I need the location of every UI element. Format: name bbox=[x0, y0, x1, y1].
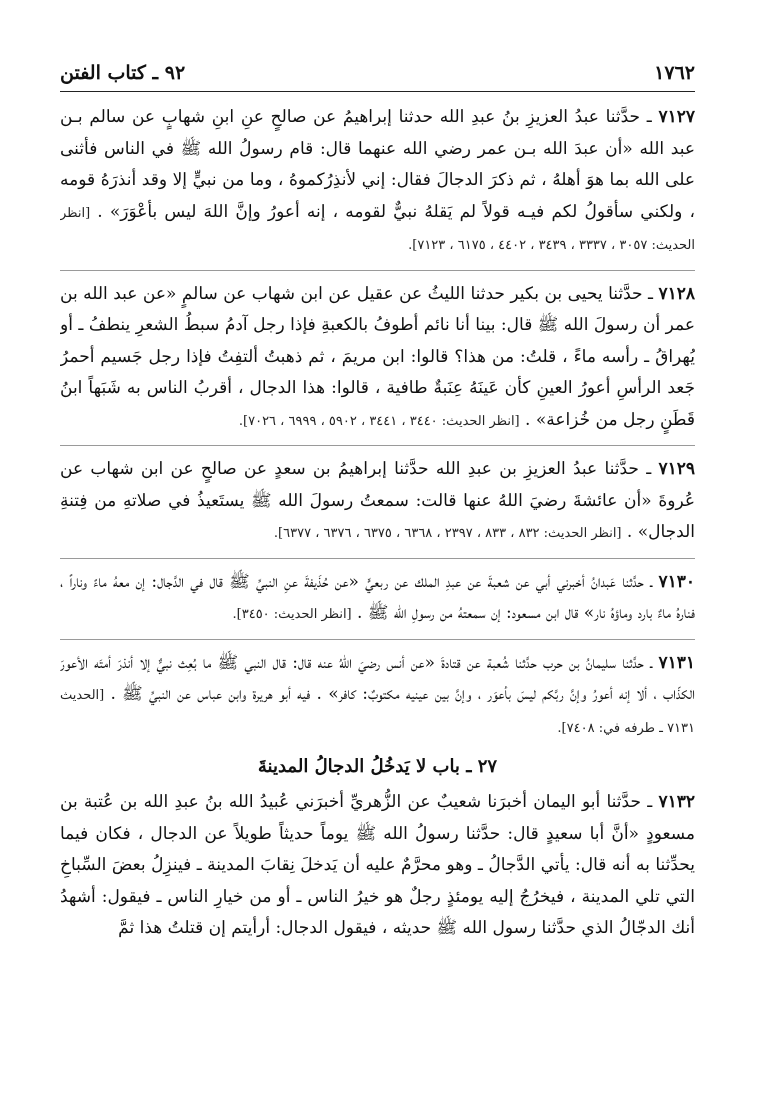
hadith-text: ـ حدَّثنا سليمانُ بن حرب حدَّثنا شُعبة عن قتادةَ «عن أنس رضيَ اللهُ عنه قال: قال النبي ﷺ ما بُعِث نبيٌّ إلا أنذرَ أمتَه الأعورَ الكذّاب ، ألا إنه أعورُ وإنَّ ربَّكم ليسَ بأعوَر ، وإنَّ بين عينيه مكتوبٌ: كافر» . فيه أبو هريرة وابن عباس عن النبيِّ ﷺ . bbox=[60, 652, 695, 704]
hadith-references: [الحديث ٧١٣١ ـ طرفه في: ٧٤٠٨]. bbox=[60, 688, 695, 736]
book-title: ٩٢ ـ كتاب الفتن bbox=[60, 62, 186, 84]
hadith-7127 bbox=[60, 102, 695, 262]
hadith-references: [انظر الحديث: ٣٤٥٠]. bbox=[232, 607, 352, 622]
hadith-text: ـ حدَّثنا عبدُ العزيزِ بنُ عبدِ الله حدثنا إبراهيمُ عن صالحٍ عنِ ابنِ شهابٍ عن سالم بـن عبد الله «أن عبدَ الله بـن عمر رضي الله عنهما قال: قام رسولُ الله ﷺ في الناس فأثنى على الله بما هوَ أهلهُ ، ثم ذكرَ الدجالَ فقال: إني لأنذِرُكموهُ ، وما من نبيٍّ إلا وقد أنذرَهُ قومه ، ولكني سأقولُ لكم فيـه قولاً لم يَقلهُ نبيٌّ لقومه ، إنه أعورُ وإنَّ اللهَ ليس بأعْوَرَ» . bbox=[60, 107, 695, 222]
page-header bbox=[60, 58, 695, 88]
hadith-number: ٧١٢٧ bbox=[658, 107, 695, 127]
hadith-separator bbox=[60, 639, 695, 640]
hadith-7130 bbox=[60, 567, 695, 631]
hadith-text: ـ حدَّثنا عَبدانُ أخبرني أبي عن شعبةَ عن عبدِ الملك عن ربعيٍّ «عن حُذَيفةَ عنِ النبيِّ ﷺ قال في الدَّجال: إن معهُ ماءً وناراً ، فنارهُ ماءٌ بارد وماؤهُ نار» قال ابن مسعود: إن سمعتهُ من رسولِ الله ﷺ . bbox=[60, 571, 695, 623]
header-divider bbox=[60, 91, 695, 92]
hadith-7132 bbox=[60, 787, 695, 945]
hadith-7129 bbox=[60, 454, 695, 550]
hadith-references: [انظر الحديث: ٣٤٤٠ ، ٣٤٤١ ، ٥٩٠٢ ، ٦٩٩٩ ، ٧٠٢٦]. bbox=[238, 413, 520, 429]
hadith-number: ٧١٣٢ bbox=[658, 792, 695, 812]
hadith-number: ٧١٢٨ bbox=[658, 283, 695, 304]
hadith-separator bbox=[60, 558, 695, 559]
page-number: ١٧٦٢ bbox=[654, 62, 695, 84]
hadith-text: ـ حدَّثنا أبو اليمان أخبرَنا شعيبٌ عن الزُّهريِّ أخبرَني عُبيدُ الله بنُ عبدِ الله بن عُتبة بن مسعودٍ «أنَّ أبا سعيدٍ قال: حدَّثنا رسولُ الله ﷺ يوماً حديثاً طويلاً عن الدجال ، فكان فيما يحدِّثنا به أنه قال: يأتي الدَّجالُ ـ وهو محرَّمٌ عليه أن يَدخلَ نِقابَ المدينة ـ فينزِلُ بعضَ السِّباخِ التي تلي المدينة ، فيخرُجُ إليه يومئذٍ رجلٌ هو خيرُ الناس ـ أو من خيارِ الناس ـ فيقول: أشهدُ أنك الدجّالُ الذي حدَّثنا رسول الله ﷺ حديثه ، فيقول الدجال: أرأيتم إن قتلتُ هذا ثمَّ bbox=[60, 792, 695, 938]
page-content bbox=[60, 102, 695, 1068]
hadith-separator bbox=[60, 445, 695, 446]
hadith-7128 bbox=[60, 279, 695, 438]
hadith-number: ٧١٢٩ bbox=[658, 459, 695, 479]
hadith-text: ـ حدَّثنا عبدُ العزيزِ بن عبدِ الله حدَّثنا إبراهيمُ بن سعدٍ عن صالحٍ عن ابن شهاب عن عُروةَ «أن عائشةَ رضيَ اللهُ عنها قالت: سمعتُ رسولَ الله ﷺ يستَعيذُ في صلاتهِ من فِتنةِ الدجال» . bbox=[60, 459, 695, 542]
hadith-text: ـ حدَّثنا يحيى بن بكير حدثنا الليثُ عن عقيل عن ابن شهاب عن سالمٍ «عن عبد الله بن عمر أن رسولَ الله ﷺ قال: بينا أنا نائم أطوفُ بالكعبةِ فإذا رجل آدمُ سبطُ الشعرِ ينطفُ ـ أو يُهراقُ ـ رأسه ماءً ، قلتُ: من هذا؟ قالوا: ابن مريمَ ، ثم ذهبتُ ألتفِتُ فإذا رجل جَسيم أحمرُ جَعد الرأسِ أعورُ العينِ كأن عَينَهُ عِنَبةٌ طافية ، قالوا: هذا الدجال ، أقربُ الناس به شَبَهاً ابنُ قَطَنٍ رجل من خُزاعة» . bbox=[60, 283, 695, 430]
hadith-separator bbox=[60, 270, 695, 271]
chapter-heading: ٢٧ ـ باب لا يَدخُلُ الدجالُ المدينةَ bbox=[257, 756, 498, 777]
hadith-references: [انظر الحديث: ٨٣٢ ، ٨٣٣ ، ٢٣٩٧ ، ٦٣٦٨ ، ٦٣٧٥ ، ٦٣٧٦ ، ٦٣٧٧]. bbox=[273, 526, 622, 541]
hadith-number: ٧١٣٠ bbox=[658, 571, 695, 592]
hadith-number: ٧١٣١ bbox=[658, 652, 695, 673]
hadith-7131 bbox=[60, 648, 695, 745]
hadith-references: [انظر الحديث: ٣٠٥٧ ، ٣٣٣٧ ، ٣٤٣٩ ، ٤٤٠٢ ، ٦١٧٥ ، ٧١٢٣]. bbox=[60, 205, 695, 253]
